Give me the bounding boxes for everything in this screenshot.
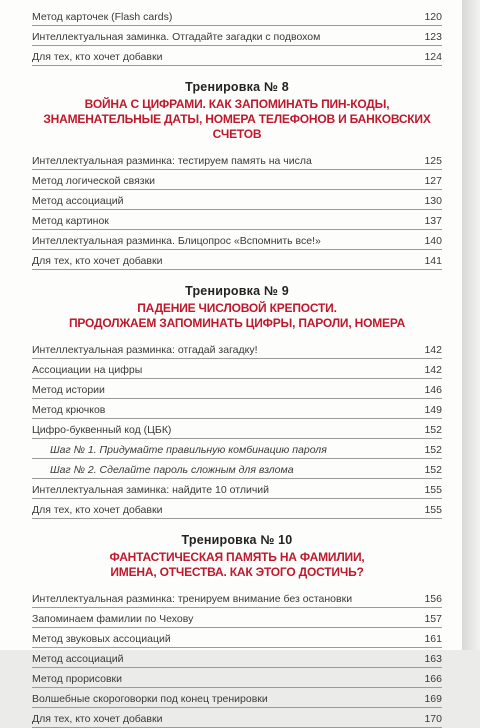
toc-entry	[32, 588, 442, 608]
entry-title: Метод истории	[32, 384, 105, 396]
subtitle-line: ПАДЕНИЕ ЧИСЛОВОЙ КРЕПОСТИ.	[137, 301, 337, 315]
entry-title: Метод ассоциаций	[32, 195, 124, 207]
entry-page: 166	[424, 673, 442, 685]
entry-page: 142	[424, 364, 442, 376]
section-heading: Тренировка № 8	[185, 80, 289, 94]
entry-page: 130	[424, 195, 442, 207]
entry-page: 124	[424, 51, 442, 63]
entry-title: Волшебные скороговорки под конец тренировки	[32, 693, 268, 705]
entry-page: 152	[424, 464, 442, 476]
entry-title: Метод картинок	[32, 215, 109, 227]
section-subtitle	[32, 97, 442, 142]
entry-title: Шаг № 1. Придумайте правильную комбинацию пароля	[50, 444, 327, 456]
toc-entry	[32, 359, 442, 379]
section-training-8	[32, 80, 442, 142]
entry-page: 152	[424, 444, 442, 456]
section-heading: Тренировка № 9	[185, 284, 289, 298]
entry-page: 155	[424, 504, 442, 516]
subtitle-line: ВОЙНА С ЦИФРАМИ. КАК ЗАПОМИНАТЬ ПИН-КОДЫ,	[84, 97, 390, 111]
toc-entry	[32, 688, 442, 708]
entry-page: 157	[424, 613, 442, 625]
toc-subentry	[32, 439, 442, 459]
entry-page: 156	[424, 593, 442, 605]
book-page-edge	[462, 0, 480, 650]
section-subtitle	[32, 301, 442, 331]
toc-entry	[32, 668, 442, 688]
subtitle-line: ПРОДОЛЖАЕМ ЗАПОМИНАТЬ ЦИФРЫ, ПАРОЛИ, НОМЕРА	[68, 316, 406, 330]
table-of-contents	[32, 6, 442, 728]
toc-entry	[32, 6, 442, 26]
toc-entry	[32, 210, 442, 230]
entry-page: 120	[424, 11, 442, 23]
entry-title: Для тех, кто хочет добавки	[32, 255, 163, 267]
entry-title: Для тех, кто хочет добавки	[32, 51, 163, 63]
entry-page: 127	[424, 175, 442, 187]
toc-entry	[32, 150, 442, 170]
toc-entry	[32, 608, 442, 628]
toc-subentry	[32, 459, 442, 479]
toc-entry	[32, 479, 442, 499]
entry-page: 163	[424, 653, 442, 665]
toc-entry	[32, 399, 442, 419]
entry-title: Интеллектуальная разминка: тестируем память на числа	[32, 155, 312, 167]
toc-entry	[32, 499, 442, 519]
section-subtitle	[32, 550, 442, 580]
toc-entry	[32, 339, 442, 359]
toc-entry	[32, 250, 442, 270]
entry-title: Шаг № 2. Сделайте пароль сложным для взлома	[50, 464, 294, 476]
entry-title: Интеллектуальная разминка: тренируем внимание без остановки	[32, 593, 353, 605]
entry-title: Интеллектуальная разминка. Блицопрос «Вспомнить все!»	[32, 235, 321, 247]
entry-title: Ассоциации на цифры	[32, 364, 143, 376]
entry-title: Интеллектуальная заминка: найдите 10 отличий	[32, 484, 270, 496]
entry-title: Интеллектуальная разминка: отгадай загадку!	[32, 344, 258, 356]
entry-title: Для тех, кто хочет добавки	[32, 713, 163, 725]
entry-page: 141	[424, 255, 442, 267]
entry-title: Метод карточек (Flash cards)	[32, 11, 173, 23]
section-entries	[32, 339, 442, 519]
entry-page: 123	[424, 31, 442, 43]
entry-title: Запоминаем фамилии по Чехову	[32, 613, 194, 625]
entry-page: 149	[424, 404, 442, 416]
entry-title: Метод логической связки	[32, 175, 156, 187]
section-entries	[32, 588, 442, 728]
entry-title: Метод ассоциаций	[32, 653, 124, 665]
entry-page: 155	[424, 484, 442, 496]
toc-entry	[32, 230, 442, 250]
entry-page: 170	[424, 713, 442, 725]
entry-title: Метод звуковых ассоциаций	[32, 633, 171, 645]
toc-entry	[32, 190, 442, 210]
entry-page: 125	[424, 155, 442, 167]
entry-page: 169	[424, 693, 442, 705]
toc-entry	[32, 170, 442, 190]
toc-entry	[32, 26, 442, 46]
top-entries	[32, 6, 442, 66]
entry-page: 140	[424, 235, 442, 247]
entry-title: Метод крючков	[32, 404, 106, 416]
section-training-9	[32, 284, 442, 331]
entry-page: 142	[424, 344, 442, 356]
subtitle-line: ФАНТАСТИЧЕСКАЯ ПАМЯТЬ НА ФАМИЛИИ,	[109, 550, 365, 564]
toc-entry	[32, 419, 442, 439]
entry-page: 146	[424, 384, 442, 396]
toc-entry	[32, 379, 442, 399]
entry-page: 161	[424, 633, 442, 645]
entry-title: Для тех, кто хочет добавки	[32, 504, 163, 516]
entry-page: 152	[424, 424, 442, 436]
entry-page: 137	[424, 215, 442, 227]
entry-title: Цифро-буквенный код (ЦБК)	[32, 424, 172, 436]
toc-entry	[32, 648, 442, 668]
section-heading: Тренировка № 10	[181, 533, 293, 547]
toc-entry	[32, 708, 442, 728]
subtitle-line: ИМЕНА, ОТЧЕСТВА. КАК ЭТОГО ДОСТИЧЬ?	[110, 565, 364, 579]
toc-entry	[32, 46, 442, 66]
section-entries	[32, 150, 442, 270]
entry-title: Метод прорисовки	[32, 673, 123, 685]
section-training-10	[32, 533, 442, 580]
toc-entry	[32, 628, 442, 648]
entry-title: Интеллектуальная заминка. Отгадайте загадки с подвохом	[32, 31, 321, 43]
subtitle-line: ЗНАМЕНАТЕЛЬНЫЕ ДАТЫ, НОМЕРА ТЕЛЕФОНОВ И БАНКОВСКИХ СЧЕТОВ	[43, 112, 431, 141]
